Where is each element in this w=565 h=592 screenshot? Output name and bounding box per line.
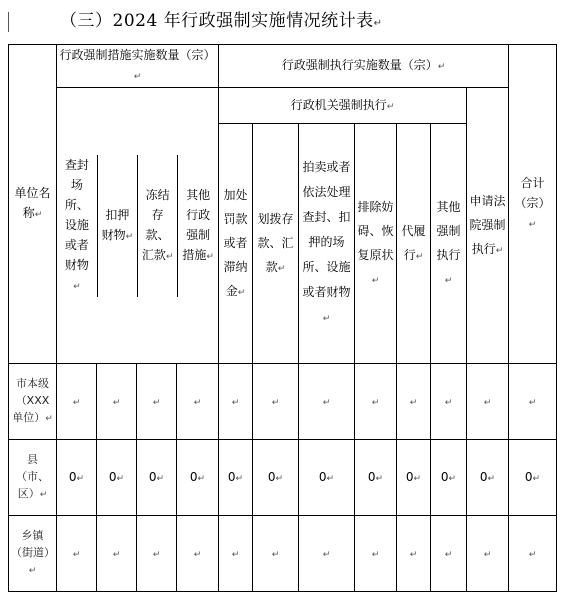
data-cell: ↵ bbox=[57, 516, 97, 592]
data-cell: ↵ bbox=[431, 364, 467, 440]
data-cell: ↵ bbox=[431, 516, 467, 592]
data-cell: 0↵ bbox=[97, 440, 137, 516]
data-cell: ↵ bbox=[467, 364, 509, 440]
data-cell: ↵ bbox=[177, 364, 219, 440]
data-cell: ↵ bbox=[177, 516, 219, 592]
data-cell: ↵ bbox=[397, 364, 431, 440]
measure-cols-inner bbox=[57, 155, 218, 297]
data-cell: ↵ bbox=[509, 516, 557, 592]
col-freeze: 冻结存款、汇款↵ bbox=[138, 155, 178, 297]
col-substitute: 代履行↵ bbox=[397, 124, 431, 364]
data-cell: ↵ bbox=[137, 516, 177, 592]
data-cell: 0↵ bbox=[431, 440, 467, 516]
statistics-table-frame bbox=[8, 44, 557, 592]
col-seal: 查封场所、设施或者财物 ↵ bbox=[57, 155, 97, 297]
data-cell: ↵ bbox=[299, 364, 355, 440]
data-cell: ↵ bbox=[299, 516, 355, 592]
row-name: 乡镇（街道）↵ bbox=[9, 516, 57, 592]
statistics-table bbox=[8, 44, 557, 592]
table-row bbox=[9, 516, 557, 592]
data-cell: ↵ bbox=[253, 364, 299, 440]
data-cell: 0↵ bbox=[509, 440, 557, 516]
col-remove-obstruction: 排除妨碍、恢复原状↵ bbox=[355, 124, 397, 364]
col-other-execution: 其他强制执行↵ bbox=[431, 124, 467, 364]
data-cell: ↵ bbox=[97, 516, 137, 592]
data-cell: 0↵ bbox=[299, 440, 355, 516]
col-penalty: 加处罚款或者滞纳金↵ bbox=[219, 124, 253, 364]
header-unit-name: 单位名称↵ bbox=[9, 45, 57, 364]
margin-rule bbox=[8, 12, 9, 32]
data-cell: ↵ bbox=[57, 364, 97, 440]
data-cell: 0↵ bbox=[397, 440, 431, 516]
header-total: 合计（宗）↵ bbox=[509, 45, 557, 364]
data-cell: ↵ bbox=[253, 516, 299, 592]
row-name: 市本级（XXX 单位）↵ bbox=[9, 364, 57, 440]
table-row bbox=[9, 440, 557, 516]
data-cell: ↵ bbox=[97, 364, 137, 440]
data-cell: ↵ bbox=[219, 364, 253, 440]
col-court-execution: 申请法院强制执行↵ bbox=[467, 88, 509, 364]
data-cell: 0↵ bbox=[219, 440, 253, 516]
col-transfer: 划拨存款、汇款↵ bbox=[253, 124, 299, 364]
data-cell: 0↵ bbox=[355, 440, 397, 516]
data-cell: 0↵ bbox=[137, 440, 177, 516]
col-seize: 扣押财物↵ bbox=[97, 155, 137, 297]
data-cell: ↵ bbox=[467, 516, 509, 592]
data-cell: 0↵ bbox=[467, 440, 509, 516]
data-cell: ↵ bbox=[355, 364, 397, 440]
col-auction: 拍卖或者依法处理查封、扣押的场所、设施或者财物↵ bbox=[299, 124, 355, 364]
data-cell: ↵ bbox=[219, 516, 253, 592]
data-cell: ↵ bbox=[137, 364, 177, 440]
table-row bbox=[9, 364, 557, 440]
header-measures-count: 行政强制措施实施数量（宗）↵ bbox=[57, 45, 219, 88]
data-cell: ↵ bbox=[397, 516, 431, 592]
row-name: 县（市、区）↵ bbox=[9, 440, 57, 516]
data-cell: 0↵ bbox=[57, 440, 97, 516]
data-cell: 0↵ bbox=[177, 440, 219, 516]
data-cell: 0↵ bbox=[253, 440, 299, 516]
header-agency-execution: 行政机关强制执行↵ bbox=[219, 88, 467, 124]
document-title: （三）2024 年行政强制实施情况统计表↵ bbox=[60, 11, 383, 31]
data-cell: ↵ bbox=[355, 516, 397, 592]
col-other-measures: 其他行政强制措施↵ bbox=[182, 187, 214, 262]
header-execution-count: 行政强制执行实施数量（宗）↵ bbox=[219, 45, 509, 88]
measure-cols-group bbox=[57, 88, 219, 364]
data-cell: ↵ bbox=[509, 364, 557, 440]
